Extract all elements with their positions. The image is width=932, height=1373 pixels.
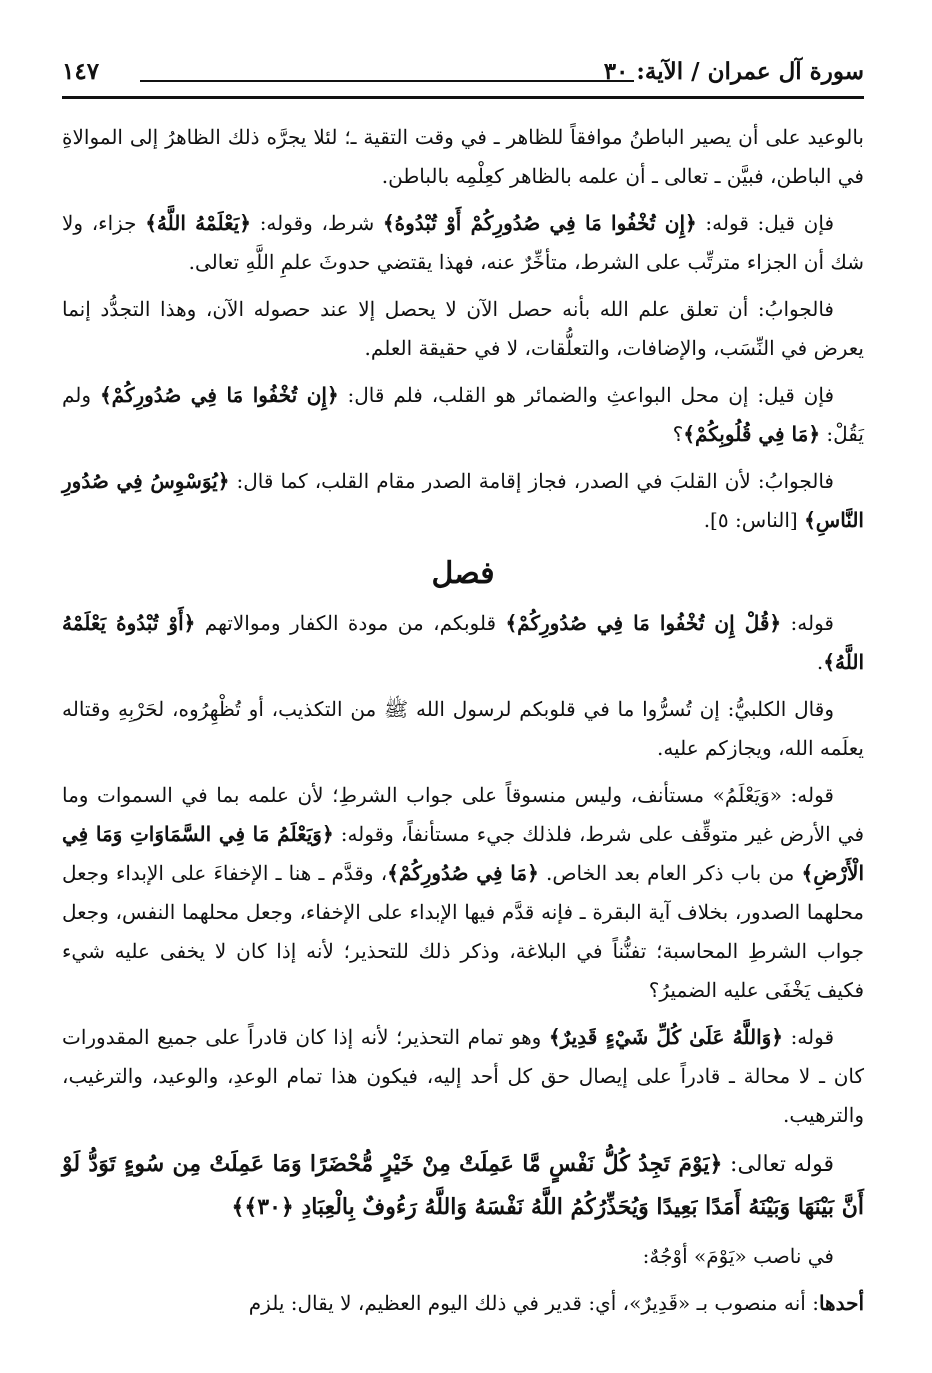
text-span: وهو تمام التحذير؛ لأنه إذا كان قادراً على جميع المقدورات كان ـ لا محالة ـ قادراً على إيصال حق كل أحد إليه، فيكون هذا تمام الوعدِ، والوعيد، والترغيب، والترهيب. <box>62 1025 864 1127</box>
text-span: قلوبكم، من مودة الكفار وموالاتهم <box>195 611 506 635</box>
text-span: ، وقدَّم ـ هنا ـ الإخفاءَ على الإبداء وجعل محلهما الصدور، بخلاف آية البقرة ـ فإنه قدَّم فيها الإبداء على الإخفاء، وجعل محلهما النفس، وجعل جواب الشرطِ المحاسبة؛ تفنُّناً في البلاغة، وذكر ذلك للتحذير؛ لأنه إذا كان لا يخفى عليه شيء فكيف يَخْفَى عليه الضميرُ؟ <box>62 861 864 1002</box>
quran-quote: ﴿وَيَعْلَمُ مَا فِي السَّمَاوَاتِ وَمَا فِي الْأَرْضِ﴾ <box>62 822 865 885</box>
quran-quote: ﴿قُلْ إِن تُخْفُوا مَا فِي صُدُورِكُمْ﴾ <box>505 611 782 635</box>
text-span: فإن قيل: إن محل البواعثِ والضمائر هو القلب، فلم قال: <box>338 383 835 407</box>
text-span: شرط، وقوله: <box>251 211 383 235</box>
paragraph <box>62 1143 864 1229</box>
text-span: ولم يَقُلْ: <box>62 383 864 446</box>
section-heading: فصل <box>431 556 495 591</box>
text-span: جزاء، ولا شك أن الجزاء مترتِّب على الشرط، متأخِّرٌ عنه، فهذا يقتضي حدوثَ علمِ اللَّهِ تعالى. <box>62 211 864 274</box>
page-number: ١٤٧ <box>62 58 100 85</box>
text-span: من باب ذكر العام بعد الخاص. <box>538 861 802 885</box>
paragraph: فالجوابُ: أن تعلق علم الله بأنه حصل الآن لا يحصل إلا عند حصوله الآن، وهذا التجدُّد إنما يعرض في النِّسَب، والإضافات، والتعلُّقات، لا في حقيقة العلم. <box>62 297 864 360</box>
surah-verse-title: سورة آل عمران / الآية: ٣٠ <box>603 58 864 85</box>
text-span: فالجوابُ: لأن القلبَ في الصدر، فجاز إقامة الصدر مقام القلب، كما قال: <box>229 469 834 493</box>
paragraph <box>62 204 864 282</box>
paragraph: بالوعيد على أن يصير الباطنُ موافقاً للظاهر ـ في وقت التقية ـ؛ لئلا يجرَّه ذلك الظاهرُ إلى الموالاةِ في الباطن، فبيَّن ـ تعالى ـ أن علمه بالظاهر كعِلْمِه بالباطن. <box>62 125 864 188</box>
text-span: قوله تعالى: <box>722 1152 834 1177</box>
running-header <box>62 52 864 99</box>
text-span: [الناس: ٥]. <box>703 508 805 532</box>
page-body <box>62 118 864 1353</box>
paragraph <box>62 776 864 1010</box>
text-span: قوله: <box>783 1025 835 1049</box>
quran-quote: ﴿أَوْ تُبْدُوهُ يَعْلَمْهُ اللَّهُ﴾ <box>62 611 864 674</box>
header-rule <box>140 80 634 82</box>
paragraph <box>62 1284 864 1323</box>
quran-quote: ﴿يَعْلَمْهُ اللَّهُ﴾ <box>145 211 252 235</box>
quran-quote: ﴿إِن تُخْفُوا مَا فِي صُدُورِكُمْ أَوْ تُبْدُوهُ﴾ <box>382 211 697 235</box>
paragraph <box>62 1018 864 1135</box>
text-span: قوله: <box>781 611 834 635</box>
text-span: قوله: «وَيَعْلَمُ» مستأنف، وليس منسوقاً على جواب الشرطِ؛ لأن علمه بما في السموات وما في الأرض غير متوقِّف على شرط، فلذلك جيء مستأنفاً، وقوله: <box>62 783 864 846</box>
quran-quote: ﴿يُوَسْوِسُ فِي صُدُورِ النَّاسِ﴾ <box>62 469 864 532</box>
text-span: . <box>816 650 824 674</box>
quran-verse: ﴿يَوْمَ تَجِدُ كُلُّ نَفْسٍ مَّا عَمِلَتْ مِنْ خَيْرٍ مُّحْضَرًا وَمَا عَمِلَتْ مِن سُوءٍ تَوَدُّ لَوْ أَنَّ بَيْنَهَا وَبَيْنَهُ أَمَدًا بَعِيدًا وَيُحَذِّرُكُمُ اللَّهُ نَفْسَهُ وَاللَّهُ رَءُوفٌ بِالْعِبَادِ ﴿٣٠﴾﴾ <box>62 1151 864 1220</box>
paragraph <box>62 462 864 540</box>
text-span: : أنه منصوب بـ «قَدِيرٌ»، أي: قدير في ذلك اليوم العظيم، لا يقال: يلزم <box>248 1291 819 1315</box>
paragraph: وقال الكلبيُّ: إن تُسرُّوا ما في قلوبكم لرسول الله ﷺ من التكذيب، أو تُظْهِرُوه، لحَرْبِهِ وقتاله يعلَمه الله، ويجازكم عليه. <box>62 697 864 760</box>
paragraph <box>62 376 864 454</box>
text-span: فإن قيل: قوله: <box>696 211 835 235</box>
paragraph: في ناصب «يَوْمَ» أوْجُهٌ: <box>642 1244 834 1268</box>
quran-quote: ﴿مَا فِي قُلُوبِكُمْ﴾ <box>683 422 821 446</box>
quran-quote: ﴿إِن تُخْفُوا مَا فِي صُدُورِكُمْ﴾ <box>99 383 339 407</box>
text-span: ؟ <box>672 422 684 446</box>
quran-quote: ﴿مَا فِي صُدُورِكُمْ﴾ <box>387 861 539 885</box>
lead-term: أحدها <box>818 1291 864 1315</box>
quran-quote: ﴿وَاللَّهُ عَلَىٰ كُلِّ شَيْءٍ قَدِيرٌ﴾ <box>548 1025 784 1049</box>
paragraph <box>62 604 864 682</box>
